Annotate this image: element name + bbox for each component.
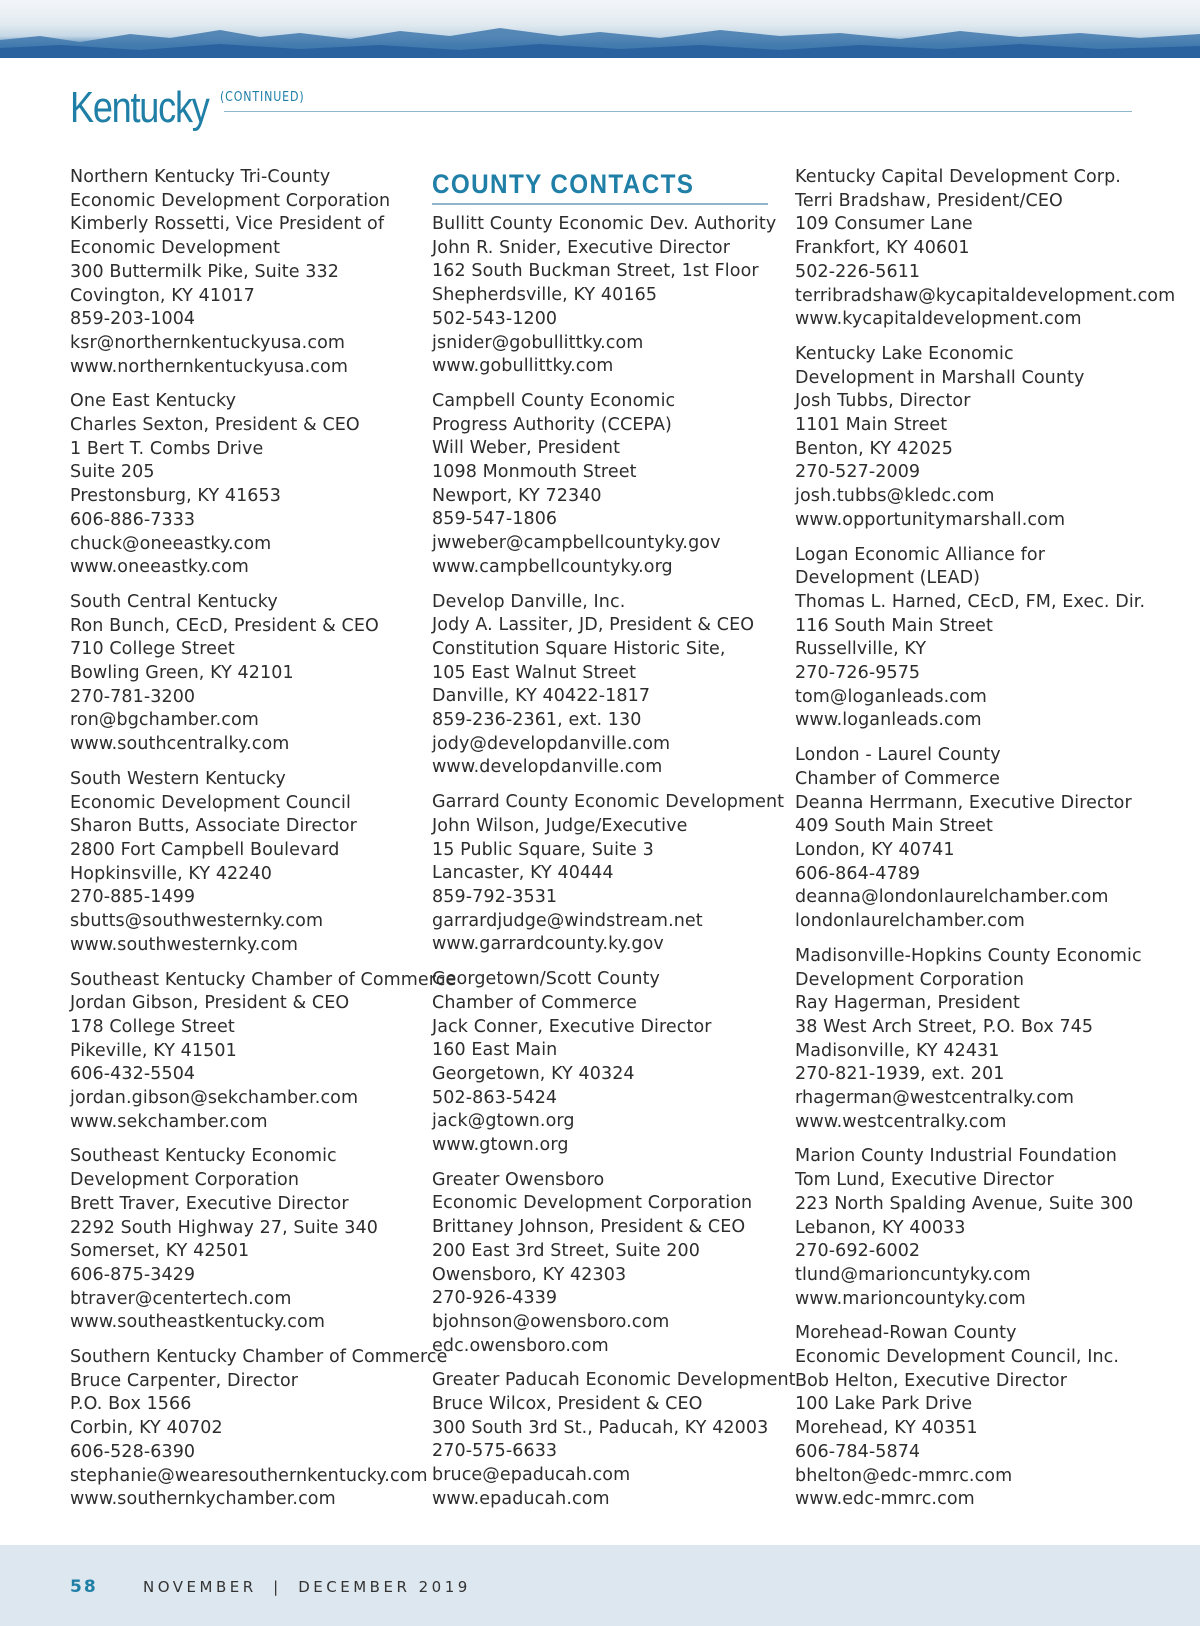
- contact-line: Progress Authority (CCEPA): [432, 414, 672, 435]
- contact-line: Constitution Square Historic Site,: [432, 638, 726, 659]
- contact-line: Brittaney Johnson, President & CEO: [432, 1217, 746, 1238]
- organization-name: Logan Economic Alliance for: [795, 544, 1045, 565]
- contact-line: 606-528-6390: [70, 1441, 196, 1462]
- contact-line: Jordan Gibson, President & CEO: [70, 993, 350, 1014]
- page-header: [70, 80, 1132, 136]
- contact-line: 270-527-2009: [795, 462, 921, 483]
- contact-line: Economic Development Corporation: [70, 190, 391, 211]
- contact-entry: [70, 1346, 448, 1512]
- contact-line: 606-432-5504: [70, 1064, 196, 1085]
- contact-email-link[interactable]: garrardjudge@windstream.net: [432, 910, 703, 931]
- contact-line: Danville, KY 40422-1817: [432, 686, 651, 707]
- contact-line: 100 Lake Park Drive: [795, 1394, 973, 1415]
- contact-line: Prestonsburg, KY 41653: [70, 486, 282, 507]
- contact-line: Development in Marshall County: [795, 367, 1085, 388]
- contact-line: Development (LEAD): [795, 568, 981, 589]
- contact-email-link[interactable]: bruce@epaducah.com: [432, 1465, 631, 1486]
- contact-line: 1098 Monmouth Street: [432, 462, 637, 483]
- page-subtitle: (CONTINUED): [220, 90, 305, 105]
- organization-name: Northern Kentucky Tri-County: [70, 167, 331, 187]
- contact-line: Ray Hagerman, President: [795, 993, 1020, 1014]
- contact-entry: [432, 1169, 777, 1359]
- contact-line: Morehead, KY 40351: [795, 1418, 978, 1439]
- column-2: [432, 166, 796, 1523]
- contact-website-link[interactable]: www.southernkychamber.com: [70, 1489, 336, 1510]
- contact-line: P.O. Box 1566: [70, 1394, 192, 1415]
- contact-line: 109 Consumer Lane: [795, 214, 973, 235]
- contact-line: Economic Development Council, Inc.: [795, 1347, 1120, 1368]
- contact-email-link[interactable]: rhagerman@westcentralky.com: [795, 1088, 1075, 1109]
- contact-website-link[interactable]: www.kycapitaldevelopment.com: [795, 309, 1082, 330]
- contact-website-link[interactable]: www.epaducah.com: [432, 1488, 610, 1509]
- contact-line: 200 East 3rd Street, Suite 200: [432, 1240, 700, 1261]
- contact-line: Deanna Herrmann, Executive Director: [795, 792, 1132, 813]
- contact-website-link[interactable]: www.gtown.org: [432, 1135, 569, 1156]
- contact-website-link[interactable]: www.sekchamber.com: [70, 1111, 268, 1132]
- organization-name: Garrard County Economic Development: [432, 792, 785, 813]
- contact-line: 270-692-6002: [795, 1241, 921, 1262]
- issue-date: NOVEMBER | DECEMBER 2019: [143, 1578, 471, 1596]
- organization-name: Develop Danville, Inc.: [432, 591, 626, 612]
- contact-email-link[interactable]: sbutts@southwesternky.com: [70, 911, 324, 932]
- contact-website-link[interactable]: www.oneeastky.com: [70, 557, 249, 578]
- contact-entry: [795, 744, 1155, 934]
- contact-website-link[interactable]: www.opportunitymarshall.com: [795, 509, 1066, 530]
- contact-email-link[interactable]: josh.tubbs@kledc.com: [795, 486, 995, 507]
- contact-line: Bruce Wilcox, President & CEO: [432, 1394, 703, 1415]
- contact-line: Pikeville, KY 41501: [70, 1040, 237, 1061]
- page-footer: [0, 1545, 1200, 1626]
- contact-email-link[interactable]: stephanie@wearesouthernkentucky.com: [70, 1465, 428, 1486]
- contact-line: Charles Sexton, President & CEO: [70, 415, 360, 436]
- contact-website-link[interactable]: www.garrardcounty.ky.gov: [432, 934, 664, 955]
- contact-line: 300 South 3rd St., Paducah, KY 42003: [432, 1417, 769, 1438]
- contact-line: Owensboro, KY 42303: [432, 1264, 627, 1285]
- contact-line: 2292 South Highway 27, Suite 340: [70, 1217, 378, 1238]
- contact-email-link[interactable]: jack@gtown.org: [432, 1111, 575, 1132]
- contact-line: Bruce Carpenter, Director: [70, 1370, 299, 1391]
- contact-line: John R. Snider, Executive Director: [432, 237, 730, 258]
- contact-line: Suite 205: [70, 462, 155, 483]
- contact-entry: [70, 768, 415, 958]
- organization-name: Madisonville-Hopkins County Economic: [795, 945, 1142, 966]
- contact-line: 502-543-1200: [432, 308, 558, 329]
- contact-line: Kimberly Rossetti, Vice President of: [70, 214, 385, 235]
- page-title: Kentucky: [70, 83, 209, 132]
- contact-line: Jack Conner, Executive Director: [432, 1016, 712, 1037]
- contact-entry: [432, 390, 777, 580]
- contact-email-link[interactable]: tlund@marioncuntyky.com: [795, 1264, 1031, 1285]
- contact-line: Corbin, KY 40702: [70, 1418, 223, 1439]
- contact-email-link[interactable]: jsnider@gobullittky.com: [432, 332, 644, 353]
- contact-line: Ron Bunch, CEcD, President & CEO: [70, 615, 379, 636]
- organization-name: South Western Kentucky: [70, 768, 286, 789]
- contact-email-link[interactable]: tom@loganleads.com: [795, 686, 987, 707]
- mountain-range-graphic: [0, 0, 1200, 58]
- contact-email-link[interactable]: deanna@londonlaurelchamber.com: [795, 887, 1109, 908]
- contact-email-link[interactable]: bjohnson@owensboro.com: [432, 1311, 670, 1332]
- organization-name: Campbell County Economic: [432, 390, 676, 411]
- contact-website-link[interactable]: www.campbellcountyky.org: [432, 556, 673, 577]
- contact-line: Tom Lund, Executive Director: [795, 1170, 1054, 1191]
- organization-name: Georgetown/Scott County: [432, 969, 661, 990]
- section-divider: [432, 203, 768, 205]
- organization-name: London - Laurel County: [795, 745, 1001, 766]
- contact-line: Bob Helton, Executive Director: [795, 1370, 1068, 1391]
- contact-line: 859-792-3531: [432, 886, 558, 907]
- organization-name: Marion County Industrial Foundation: [795, 1146, 1117, 1167]
- contact-line: Thomas L. Harned, CEcD, FM, Exec. Dir.: [795, 591, 1146, 612]
- contact-line: Georgetown, KY 40324: [432, 1063, 635, 1084]
- contact-line: Covington, KY 41017: [70, 285, 255, 306]
- contact-entry: [795, 1145, 1155, 1311]
- page-number: 58: [70, 1577, 98, 1597]
- contact-entry: [432, 791, 785, 957]
- contact-line: 859-203-1004: [70, 309, 196, 330]
- organization-name: Southeast Kentucky Economic: [70, 1146, 337, 1167]
- contact-line: Will Weber, President: [432, 438, 621, 459]
- contact-line: 270-885-1499: [70, 887, 196, 908]
- contact-line: Economic Development Council: [70, 792, 351, 813]
- contact-entry: [795, 166, 1176, 332]
- contact-line: Somerset, KY 42501: [70, 1241, 250, 1262]
- contact-line: Josh Tubbs, Director: [795, 391, 971, 412]
- contact-line: Chamber of Commerce: [432, 992, 638, 1013]
- header-banner-image: [0, 0, 1200, 58]
- contact-line: Jody A. Lassiter, JD, President & CEO: [432, 615, 755, 636]
- contact-line: 270-821-1939, ext. 201: [795, 1064, 1005, 1085]
- contact-line: Brett Traver, Executive Director: [70, 1193, 349, 1214]
- contact-line: London, KY 40741: [795, 839, 955, 860]
- contact-website-link[interactable]: londonlaurelchamber.com: [795, 911, 1025, 932]
- contact-line: Newport, KY 72340: [432, 485, 602, 506]
- contact-entry: [795, 945, 1155, 1135]
- contact-line: 606-784-5874: [795, 1441, 921, 1462]
- contact-email-link[interactable]: ksr@northernkentuckyusa.com: [70, 332, 346, 353]
- contact-line: Shepherdsville, KY 40165: [432, 285, 658, 306]
- contact-line: 116 South Main Street: [795, 615, 994, 636]
- contact-line: 178 College Street: [70, 1016, 235, 1037]
- organization-name: Kentucky Capital Development Corp.: [795, 167, 1121, 187]
- contact-entry: [795, 343, 1155, 533]
- contact-line: John Wilson, Judge/Executive: [432, 815, 688, 836]
- contact-entry: [70, 969, 457, 1135]
- contact-entry: [70, 591, 415, 757]
- contact-website-link[interactable]: www.edc-mmrc.com: [795, 1489, 975, 1510]
- contact-line: 606-886-7333: [70, 509, 196, 530]
- contact-line: 2800 Fort Campbell Boulevard: [70, 839, 340, 860]
- contact-line: Sharon Butts, Associate Director: [70, 816, 357, 837]
- contact-line: Lancaster, KY 40444: [432, 863, 614, 884]
- contact-line: 710 College Street: [70, 639, 235, 660]
- organization-name: One East Kentucky: [70, 391, 237, 412]
- contact-line: Development Corporation: [795, 969, 1025, 990]
- contact-line: Economic Development Corporation: [432, 1193, 753, 1214]
- contact-line: 859-236-2361, ext. 130: [432, 710, 642, 731]
- contact-line: Lebanon, KY 40033: [795, 1217, 966, 1238]
- contact-line: Development Corporation: [70, 1170, 300, 1191]
- contact-email-link[interactable]: btraver@centertech.com: [70, 1288, 292, 1309]
- contact-website-link[interactable]: www.marioncountyky.com: [795, 1288, 1026, 1309]
- contact-line: 160 East Main: [432, 1040, 558, 1061]
- contact-website-link[interactable]: www.gobullittky.com: [432, 356, 614, 377]
- contact-line: Economic Development: [70, 238, 281, 259]
- contact-email-link[interactable]: chuck@oneeastky.com: [70, 533, 272, 554]
- contact-line: Madisonville, KY 42431: [795, 1040, 1000, 1061]
- contact-website-link[interactable]: www.loganleads.com: [795, 710, 982, 731]
- contact-entry: [795, 544, 1155, 734]
- organization-name: Greater Paducah Economic Development: [432, 1370, 796, 1391]
- organization-name: Greater Owensboro: [432, 1169, 605, 1190]
- contact-entry: [795, 1322, 1155, 1512]
- organization-name: Southeast Kentucky Chamber of Commerce: [70, 969, 457, 990]
- contact-email-link[interactable]: bhelton@edc-mmrc.com: [795, 1465, 1013, 1486]
- contact-entry: [432, 591, 777, 781]
- organization-name: Kentucky Lake Economic: [795, 343, 1014, 364]
- organization-name: Southern Kentucky Chamber of Commerce: [70, 1347, 448, 1368]
- contact-email-link[interactable]: jwweber@campbellcountyky.gov: [432, 533, 721, 554]
- contact-website-link[interactable]: www.westcentralky.com: [795, 1111, 1007, 1132]
- contact-line: 300 Buttermilk Pike, Suite 332: [70, 261, 339, 282]
- contact-email-link[interactable]: jody@developdanville.com: [432, 733, 671, 754]
- contact-line: 162 South Buckman Street, 1st Floor: [432, 261, 759, 282]
- column-1: [70, 166, 457, 1523]
- contact-email-link[interactable]: ron@bgchamber.com: [70, 710, 259, 731]
- contact-line: 1 Bert T. Combs Drive: [70, 438, 264, 459]
- contact-line: 606-864-4789: [795, 863, 921, 884]
- column-3: [795, 166, 1176, 1523]
- contact-entry: [70, 166, 415, 379]
- contact-line: 859-547-1806: [432, 509, 558, 530]
- contact-line: Bowling Green, KY 42101: [70, 663, 294, 684]
- contact-entry: [432, 213, 777, 379]
- contact-website-link[interactable]: edc.owensboro.com: [432, 1335, 609, 1356]
- contact-line: Chamber of Commerce: [795, 768, 1001, 789]
- contact-line: 270-575-6633: [432, 1441, 558, 1462]
- contact-website-link[interactable]: www.northernkentuckyusa.com: [70, 356, 348, 377]
- contact-email-link[interactable]: jordan.gibson@sekchamber.com: [70, 1088, 359, 1109]
- contact-line: Frankfort, KY 40601: [795, 238, 970, 259]
- contact-line: 270-926-4339: [432, 1288, 558, 1309]
- contact-line: 606-875-3429: [70, 1264, 196, 1285]
- section-heading: COUNTY CONTACTS: [432, 169, 695, 199]
- contact-entry: [432, 968, 777, 1158]
- contact-line: 502-863-5424: [432, 1087, 558, 1108]
- contact-website-link[interactable]: www.southwesternky.com: [70, 934, 299, 955]
- contact-line: Russellville, KY: [795, 639, 927, 660]
- contact-line: Benton, KY 42025: [795, 438, 954, 459]
- organization-name: Morehead-Rowan County: [795, 1323, 1017, 1344]
- contact-entry: [70, 1145, 415, 1335]
- organization-name: South Central Kentucky: [70, 591, 278, 612]
- contact-line: 502-226-5611: [795, 261, 921, 282]
- contact-line: 270-726-9575: [795, 663, 921, 684]
- contact-line: 15 Public Square, Suite 3: [432, 839, 654, 860]
- organization-name: Bullitt County Economic Dev. Authority: [432, 214, 777, 234]
- title-divider: [224, 111, 1132, 112]
- contact-entry: [70, 390, 415, 580]
- contact-line: 270-781-3200: [70, 686, 196, 707]
- contact-line: 223 North Spalding Avenue, Suite 300: [795, 1193, 1134, 1214]
- contact-website-link[interactable]: www.developdanville.com: [432, 757, 663, 778]
- contact-website-link[interactable]: www.southcentralky.com: [70, 734, 290, 755]
- contact-line: Hopkinsville, KY 42240: [70, 863, 272, 884]
- contact-entry: [432, 1369, 796, 1511]
- contact-line: 105 East Walnut Street: [432, 662, 637, 683]
- contact-email-link[interactable]: terribradshaw@kycapitaldevelopment.com: [795, 285, 1176, 306]
- contact-website-link[interactable]: www.southeastkentucky.com: [70, 1312, 325, 1333]
- contact-line: 38 West Arch Street, P.O. Box 745: [795, 1016, 1094, 1037]
- contact-line: 409 South Main Street: [795, 816, 994, 837]
- contact-line: Terri Bradshaw, President/CEO: [795, 190, 1063, 211]
- contact-line: 1101 Main Street: [795, 415, 948, 436]
